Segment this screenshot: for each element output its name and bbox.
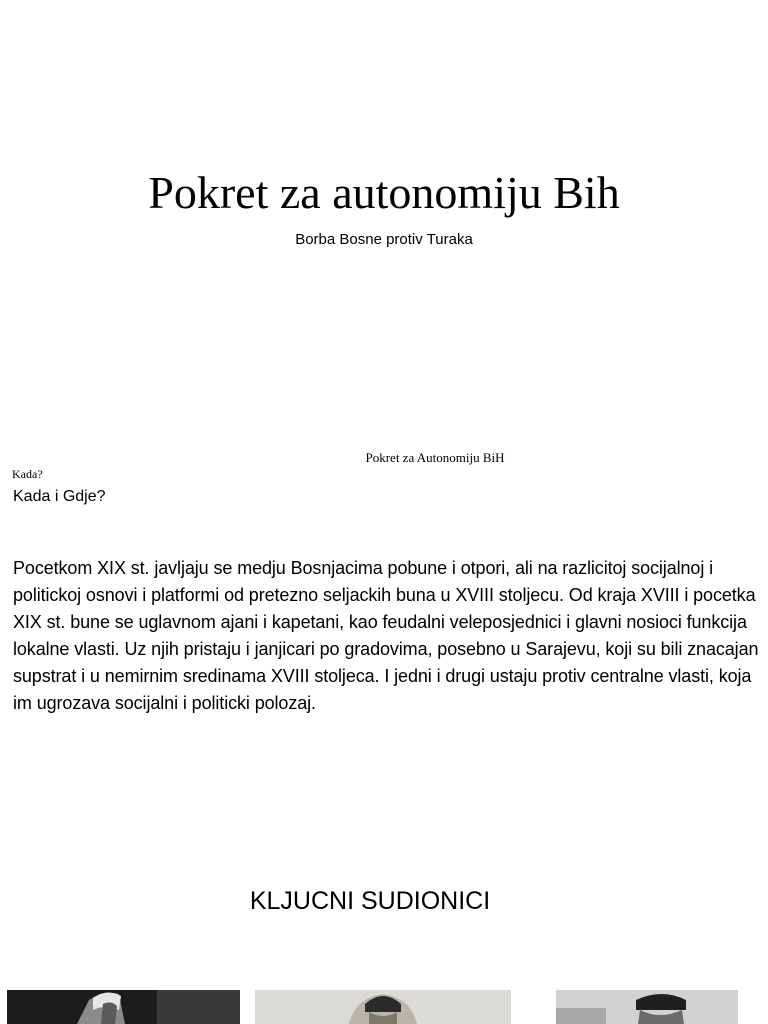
participants-heading: KLJUCNI SUDIONICI: [249, 887, 491, 915]
portrait-photo-3: [556, 990, 738, 1024]
document-title: Pokret za autonomiju Bih: [148, 167, 620, 218]
section-heading: Kada i Gdje?: [13, 488, 106, 505]
portrait-photo-icon: [7, 990, 240, 1024]
portrait-photo-1: [7, 990, 240, 1024]
portrait-photo-2: [255, 990, 511, 1024]
portrait-photo-icon: [556, 990, 738, 1024]
body-paragraph: Pocetkom XIX st. javljaju se medju Bosnjacima pobune i otpori, ali na razlicitoj socijalnoj i politickoj osnovi i platformi od pretezno seljackih buna u XVIII stoljecu. Od kraja XVIII i pocetka XIX st. bune se uglavnom ajani i kapetani, kao feudalni veleposjednici i glavni nosioci funkcija lokalne vlasti. Uz njih pristaju i janjicari po gradovima, posebno u Sarajevu, koji su bili znacajan supstrat i u nemirnim sredinama XVIII stoljeca. I jedni i drugi ustaju protiv centralne vlasti, koja im ugrozava socijalni i politicki polozaj.: [13, 558, 759, 713]
document-subtitle: Borba Bosne protiv Turaka: [295, 231, 473, 248]
small-label: Kada?: [12, 467, 43, 481]
portrait-photo-icon: [255, 990, 511, 1024]
slide-caption: Pokret za Autonomiju BiH: [365, 450, 505, 465]
